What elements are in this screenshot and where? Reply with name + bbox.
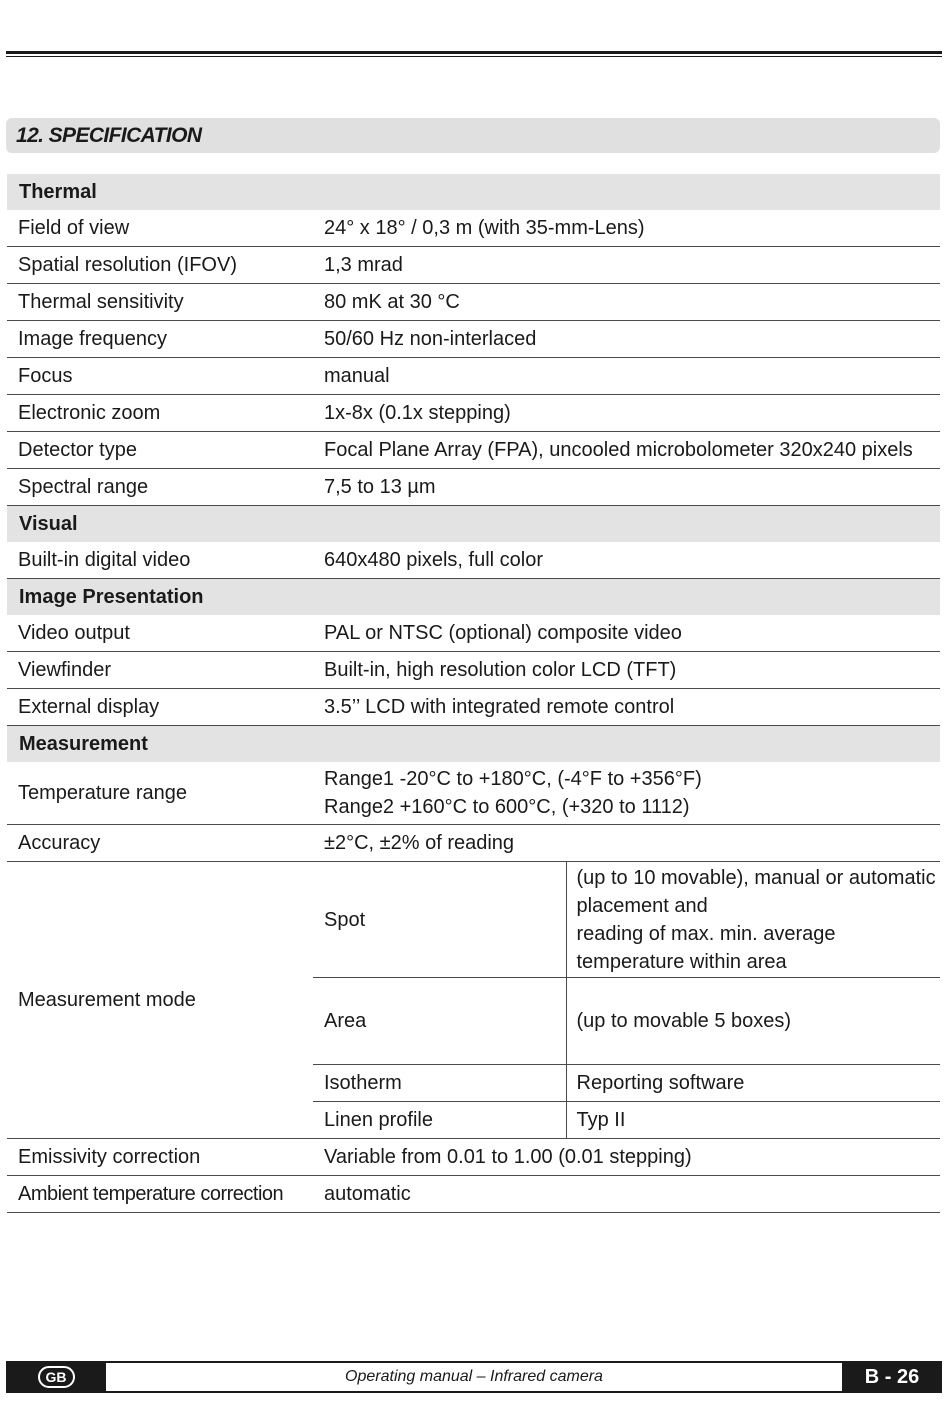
- row-label: Detector type: [7, 432, 313, 469]
- group-row-image-presentation: [7, 579, 940, 616]
- page-footer: [6, 1361, 942, 1393]
- language-badge: GB: [38, 1366, 75, 1388]
- table-row: [7, 432, 940, 469]
- group-row-thermal: [7, 174, 940, 210]
- row-value: 24° x 18° / 0,3 m (with 35-mm-Lens): [313, 210, 940, 247]
- row-value: 7,5 to 13 µm: [313, 469, 940, 506]
- sub-value: (up to movable 5 boxes): [566, 978, 940, 1065]
- table-row: [7, 284, 940, 321]
- table-row: [7, 1139, 940, 1176]
- section-title: 12. SPECIFICATION: [6, 118, 940, 153]
- row-label: Spatial resolution (IFOV): [7, 247, 313, 284]
- row-value: automatic: [313, 1176, 940, 1213]
- sub-value: Typ II: [566, 1102, 940, 1139]
- row-label: Spectral range: [7, 469, 313, 506]
- table-row: [7, 689, 940, 726]
- footer-title: Operating manual – Infrared camera: [345, 1368, 603, 1385]
- row-label: Accuracy: [7, 825, 313, 862]
- row-value: manual: [313, 358, 940, 395]
- row-label: Ambient temperature correction: [7, 1176, 313, 1213]
- group-row-measurement: [7, 726, 940, 763]
- sub-value: Reporting software: [566, 1065, 940, 1102]
- sub-value: [566, 862, 940, 978]
- table-row: [7, 358, 940, 395]
- table-row: [7, 469, 940, 506]
- table-row: [7, 652, 940, 689]
- row-label: Viewfinder: [7, 652, 313, 689]
- table-row: [7, 762, 940, 825]
- spot-line-2: placement and: [576, 894, 708, 917]
- row-label: Temperature range: [7, 762, 313, 825]
- row-value: Focal Plane Array (FPA), uncooled microbolometer 320x240 pixels: [313, 432, 940, 469]
- sub-label: Spot: [313, 862, 566, 978]
- specification-table: [7, 174, 940, 1213]
- table-row: [7, 395, 940, 432]
- table-row: [7, 825, 940, 862]
- row-label: Image frequency: [7, 321, 313, 358]
- sub-label: Area: [313, 978, 566, 1065]
- group-row-visual: [7, 506, 940, 543]
- row-label: Built-in digital video: [7, 542, 313, 579]
- temperature-range-line-2: Range2 +160°C to 600°C, (+320 to 1112): [324, 796, 690, 818]
- group-label-image-presentation: Image Presentation: [7, 579, 940, 616]
- table-row: [7, 862, 940, 978]
- row-label: Video output: [7, 615, 313, 652]
- row-value: PAL or NTSC (optional) composite video: [313, 615, 940, 652]
- row-value: ±2°C, ±2% of reading: [313, 825, 940, 862]
- table-row: [7, 1176, 940, 1213]
- spot-line-1: (up to 10 movable), manual or automatic: [576, 866, 936, 889]
- table-row: [7, 321, 940, 358]
- row-label: External display: [7, 689, 313, 726]
- row-value: Built-in, high resolution color LCD (TFT): [313, 652, 940, 689]
- row-value: 640x480 pixels, full color: [313, 542, 940, 579]
- spot-line-3: reading of max. min. average: [576, 922, 836, 945]
- row-label: Focus: [7, 358, 313, 395]
- table-row: [7, 247, 940, 284]
- row-label: Electronic zoom: [7, 395, 313, 432]
- row-value: 80 mK at 30 °C: [313, 284, 940, 321]
- row-label: Measurement mode: [7, 862, 313, 1139]
- row-value: 3.5’’ LCD with integrated remote control: [313, 689, 940, 726]
- top-rule-thin: [6, 56, 942, 57]
- row-value: 1x-8x (0.1x stepping): [313, 395, 940, 432]
- row-label: Thermal sensitivity: [7, 284, 313, 321]
- table-row: [7, 542, 940, 579]
- group-label-visual: Visual: [7, 506, 940, 543]
- table-row: [7, 615, 940, 652]
- spot-line-4: temperature within area: [576, 950, 787, 973]
- sub-label: Isotherm: [313, 1065, 566, 1102]
- row-value: 50/60 Hz non-interlaced: [313, 321, 940, 358]
- table-row: [7, 210, 940, 247]
- footer-language-block: [6, 1363, 106, 1391]
- row-label: Emissivity correction: [7, 1139, 313, 1176]
- top-rule: [6, 51, 942, 54]
- row-value: Variable from 0.01 to 1.00 (0.01 stepping): [313, 1139, 940, 1176]
- sub-label: Linen profile: [313, 1102, 566, 1139]
- group-label-measurement: Measurement: [7, 726, 940, 763]
- row-value: [313, 762, 940, 825]
- row-value: 1,3 mrad: [313, 247, 940, 284]
- group-label-thermal: Thermal: [7, 174, 940, 210]
- page-number: B - 26: [842, 1363, 942, 1391]
- temperature-range-line-1: Range1 -20°C to +180°C, (-4°F to +356°F): [324, 768, 702, 790]
- row-label: Field of view: [7, 210, 313, 247]
